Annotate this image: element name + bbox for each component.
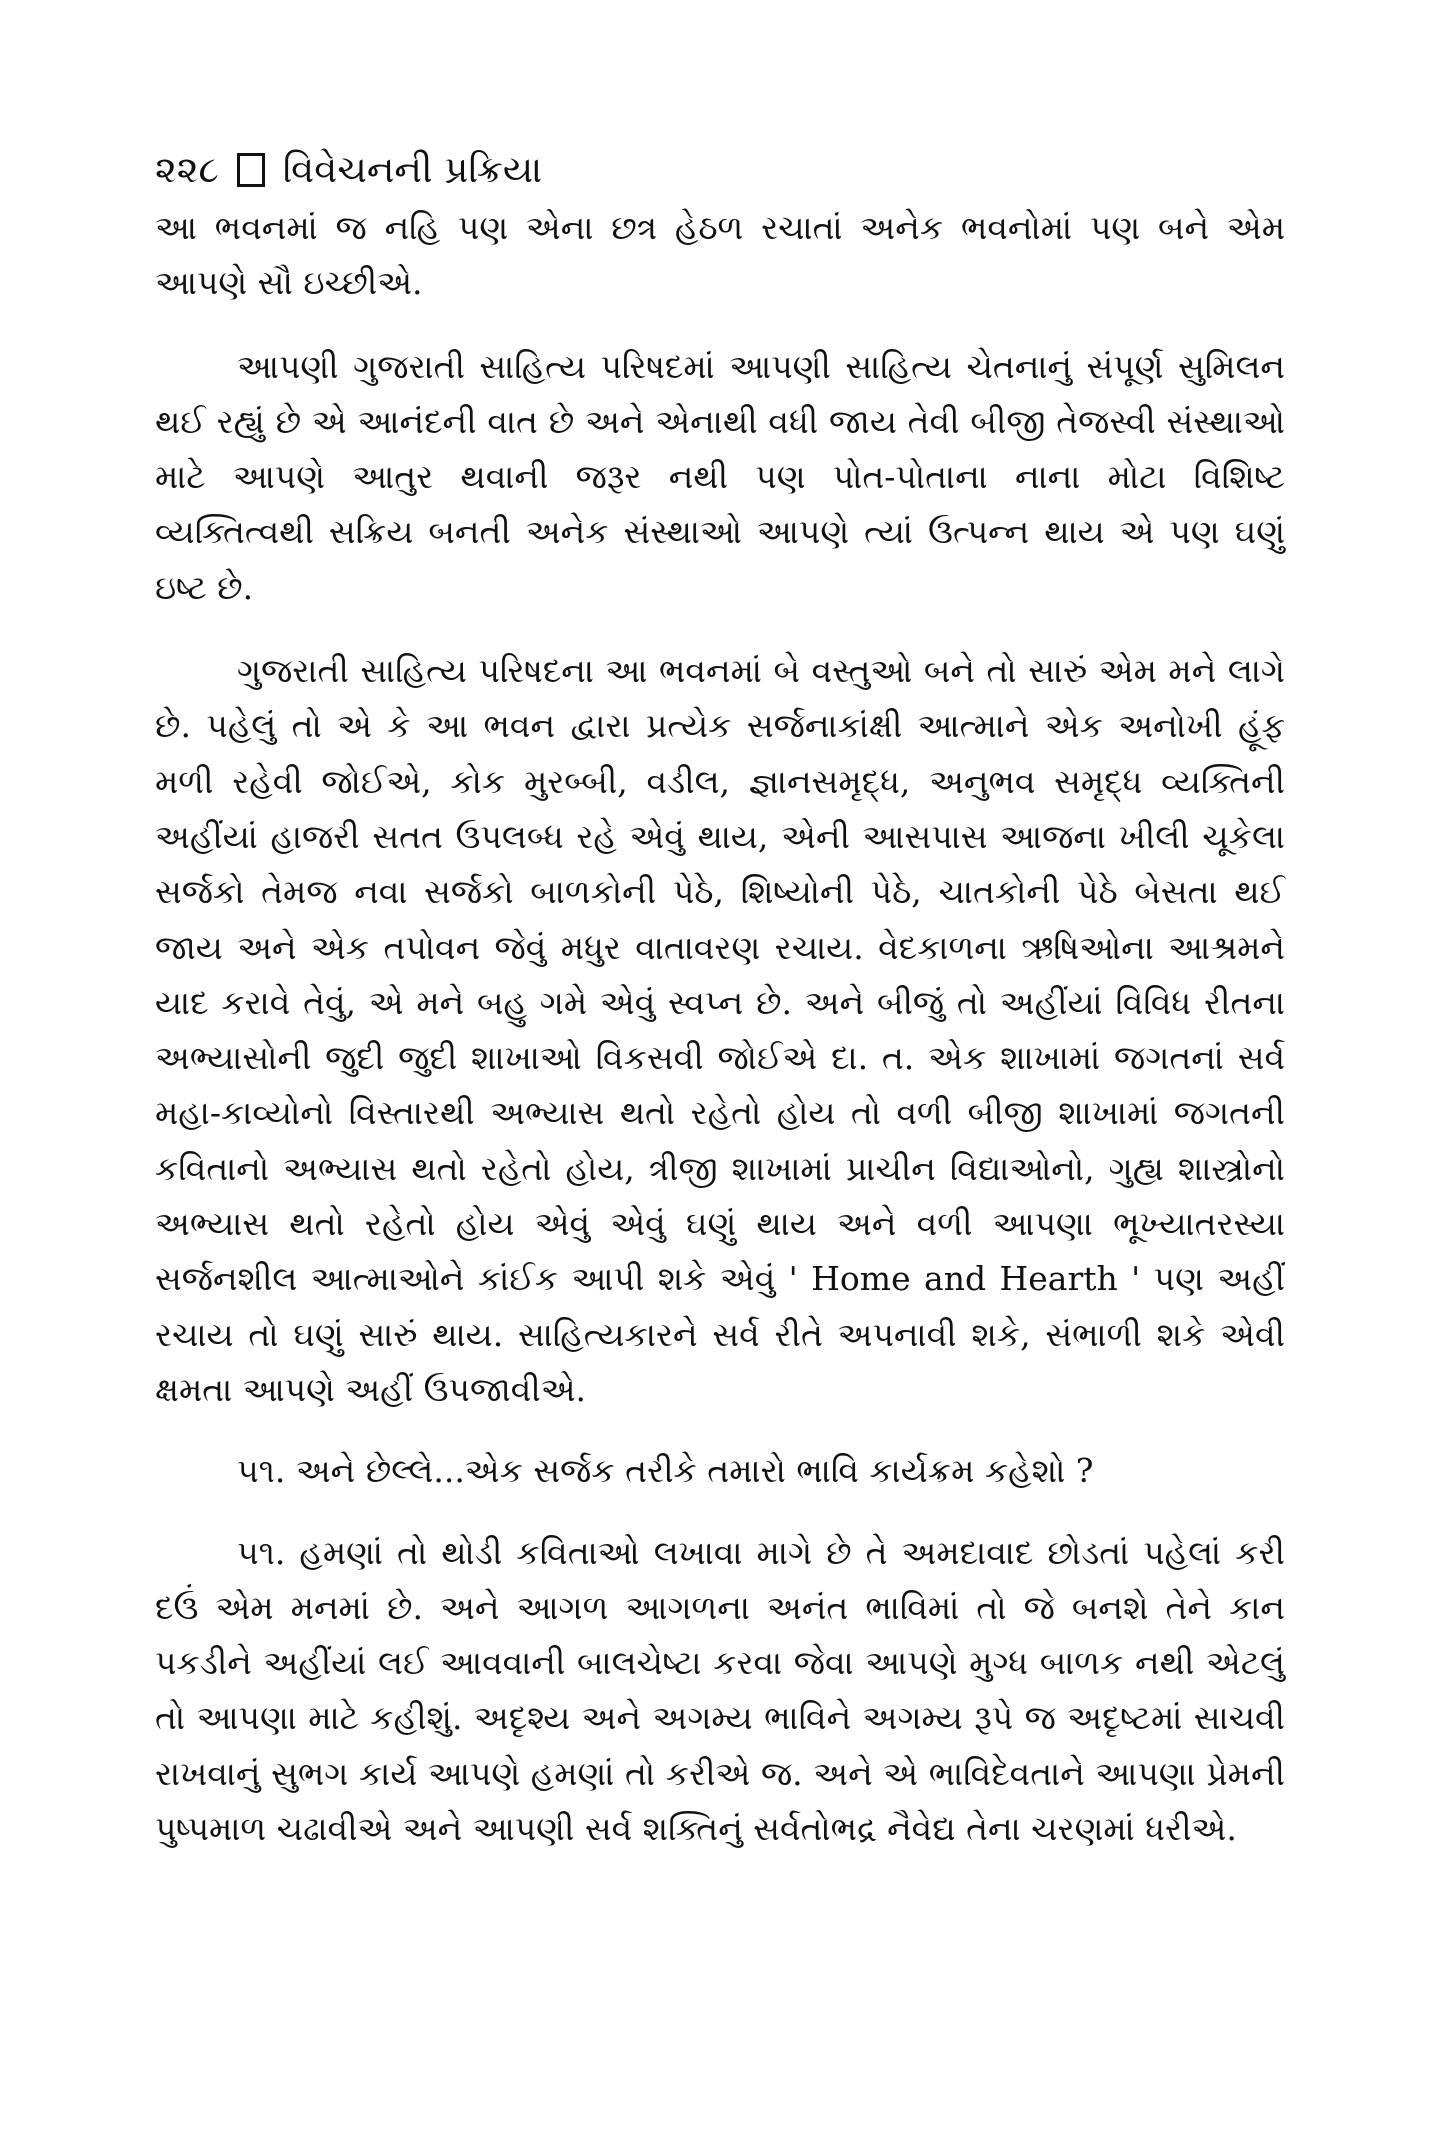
paragraph-parishad: આપણી ગુજરાતી સાહિત્ય પરિષદમાં આપણી સાહિત્ય ચેતનાનું સંપૂર્ણ સુમિલન થઈ રહ્યું છે એ આનંદની વાત છે અને એનાથી વધી જાય તેવી બીજી તેજસ્વી સંસ્થાઓ માટે આપણે આતુર થવાની જરૂર નથી પણ પોત-પોતાના નાના મોટા વિશિષ્ટ વ્યક્તિત્વથી સક્રિય બનતી અનેક સંસ્થાઓ આપણે ત્યાં ઉત્પન્ન થાય એ પણ ઘણું ઇષ્ટ છે. bbox=[155, 346, 1285, 607]
answer-51: ૫૧. હમણાં તો થોડી કવિતાઓ લખાવા માગે છે તે અમદાવાદ છોડતાં પહેલાં કરી દઉં એમ મનમાં છે. અને આગળ આગળના અનંત ભાવિમાં તો જે બનશે તેને કાન પકડીને અહીંયાં લઈ આવવાની બાલચેષ્ટા કરવા જેવા આપણે મુગ્ધ બાળક નથી એટલું તો આપણા માટે કહીશું. અદૃશ્ય અને અગમ્ય ભાવિને અગમ્ય રૂપે જ અદૃષ્ટમાં સાચવી રાખવાનું સુભગ કાર્ય આપણે હમણાં તો કરીએ જ. અને એ ભાવિદેવતાને આપણા પ્રેમની પુષ્પમાળ ચઢાવીએ અને આપણી સર્વ શક્તિનું સર્વતોભદ્ર નૈવેદ્ય તેના ચરણમાં ધરીએ. bbox=[155, 1532, 1285, 1849]
page-header bbox=[155, 140, 1285, 200]
question-51: ૫૧. અને છેલ્લે...એક સર્જક તરીકે તમારો ભાવિ કાર્યક્રમ કહેશો ? bbox=[237, 1451, 1094, 1491]
book-page bbox=[155, 140, 1285, 1856]
page-number: ૨૨૮ bbox=[155, 148, 219, 191]
square-ornament-icon bbox=[237, 153, 265, 187]
paragraph-continuation: આ ભવનમાં જ નહિ પણ એના છત્ર હેઠળ રચાતાં અનેક ભવનોમાં પણ બને એમ આપણે સૌ ઇચ્છીએ. bbox=[155, 208, 1285, 303]
running-title: વિવેચનની પ્રક્રિયા bbox=[282, 148, 543, 191]
paragraph-two-things: ગુજરાતી સાહિત્ય પરિષદના આ ભવનમાં બે વસ્તુઓ બને તો સારું એમ મને લાગે છે. પહેલું તો એ કે આ ભવન દ્વારા પ્રત્યેક સર્જનાકાંક્ષી આત્માને એક અનોખી હૂંફ મળી રહેવી જોઈએ, કોક મુરબ્બી, વડીલ, જ્ઞાનસમૃદ્ધ, અનુભવ સમૃદ્ધ વ્યક્તિની અહીંયાં હાજરી સતત ઉપલબ્ધ રહે એવું થાય, એની આસપાસ આજના ખીલી ચૂકેલા સર્જકો તેમજ નવા સર્જકો બાળકોની પેઠે, શિષ્યોની પેઠે, ચાતકોની પેઠે બેસતા થઈ જાય અને એક તપોવન જેવું મધુર વાતાવરણ રચાય. વેદકાળના ઋષિઓના આશ્રમને યાદ કરાવે તેવું, એ મને બહુ ગમે એવું સ્વપ્ન છે. અને બીજું તો અહીંયાં વિવિધ રીતના અભ્યાસોની જુદી જુદી શાખાઓ વિકસવી જોઈએ દા. ત. એક શાખામાં જગતનાં સર્વ મહા-કાવ્યોનો વિસ્તારથી અભ્યાસ થતો રહેતો હોય તો વળી બીજી શાખામાં જગતની કવિતાનો અભ્યાસ થતો રહેતો હોય, ત્રીજી શાખામાં પ્રાચીન વિદ્યાઓનો, ગુહ્ય શાસ્ત્રોનો અભ્યાસ થતો રહેતો હોય એવું એવું ઘણું થાય અને વળી આપણા ભૂખ્યાતરસ્યા સર્જનશીલ આત્માઓને કાંઈક આપી શકે એવું ' Home and Hearth ' પણ અહીં રચાય તો ઘણું સારું થાય. સાહિત્યકારને સર્વ રીતે અપનાવી શકે, સંભાળી શકે એવી ક્ષમતા આપણે અહીં ઉપજાવીએ. bbox=[155, 651, 1285, 1409]
